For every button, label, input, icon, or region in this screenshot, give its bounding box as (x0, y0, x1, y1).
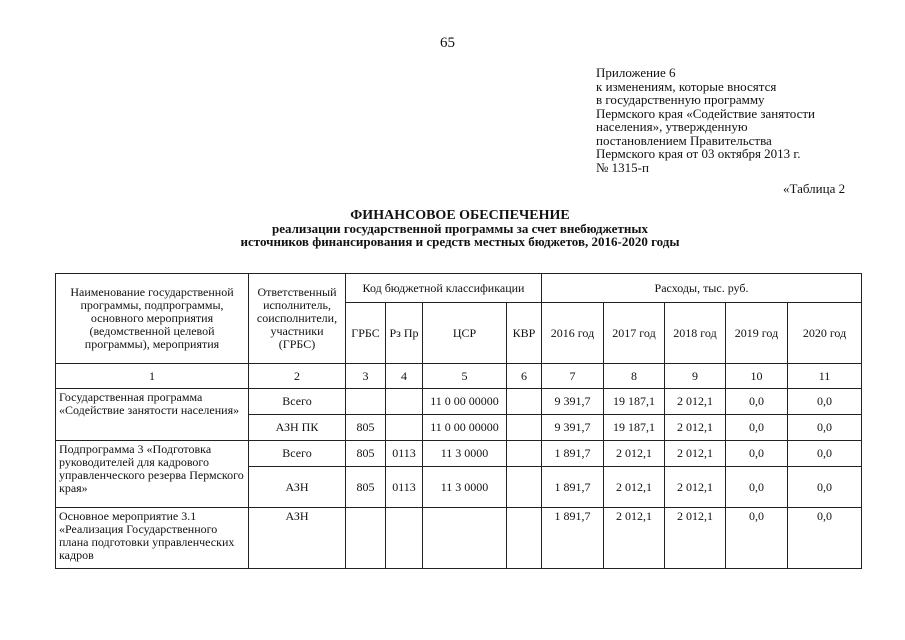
cell-2020: 0,0 (788, 415, 862, 441)
cell-2018: 2 012,1 (665, 508, 726, 569)
column-number: 4 (386, 364, 423, 389)
column-number: 11 (788, 364, 862, 389)
header-executor: Ответственный исполнитель, соисполнители, участники (ГРБС) (249, 274, 346, 364)
program-name: Государственная программа «Содействие занятости населения» (56, 389, 249, 441)
cell-rzpr: 0113 (386, 467, 423, 508)
page-number: 65 (440, 35, 455, 51)
cell-2017: 2 012,1 (604, 441, 665, 467)
cell-2019: 0,0 (726, 467, 788, 508)
title-line-1: ФИНАНСОВОЕ ОБЕСПЕЧЕНИЕ (350, 208, 570, 223)
cell-csr: 11 3 0000 (423, 441, 507, 467)
cell-executor: АЗН (249, 508, 346, 569)
header-kvr: КВР (507, 303, 542, 364)
appendix-note (596, 66, 876, 174)
cell-2018: 2 012,1 (665, 467, 726, 508)
table-reference: «Таблица 2 (783, 181, 846, 196)
cell-csr: 11 3 0000 (423, 467, 507, 508)
cell-2018: 2 012,1 (665, 441, 726, 467)
appendix-line: постановлением Правительства (596, 132, 772, 148)
header-csr: ЦСР (423, 303, 507, 364)
column-number: 3 (346, 364, 386, 389)
column-number: 7 (542, 364, 604, 389)
title-line-2: реализации государственной программы за счет внебюджетных (272, 221, 648, 236)
cell-executor: АЗН (249, 467, 346, 508)
cell-2016: 9 391,7 (542, 389, 604, 415)
header-expenses: Расходы, тыс. руб. (542, 274, 862, 303)
header-2018: 2018 год (665, 303, 726, 364)
cell-csr: 11 0 00 00000 (423, 389, 507, 415)
main-activity-name: Основное мероприятие 3.1 «Реализация Государственного плана подготовки управленческих кадров (56, 508, 249, 569)
cell-2020: 0,0 (788, 441, 862, 467)
column-number: 5 (423, 364, 507, 389)
table-row (56, 441, 862, 467)
column-number: 10 (726, 364, 788, 389)
appendix-line: к изменениям, которые вносятся (596, 78, 777, 94)
cell-2016: 9 391,7 (542, 415, 604, 441)
cell-2019: 0,0 (726, 389, 788, 415)
column-number: 8 (604, 364, 665, 389)
cell-2017: 19 187,1 (604, 415, 665, 441)
cell-rzpr: 0113 (386, 441, 423, 467)
column-number: 1 (56, 364, 249, 389)
appendix-line: № 1315-п (596, 159, 649, 175)
cell-2020: 0,0 (788, 508, 862, 569)
cell-kvr (507, 389, 542, 415)
cell-2017: 2 012,1 (604, 467, 665, 508)
cell-kvr (507, 508, 542, 569)
header-name: Наименование государственной программы, подпрограммы, основного мероприятия (ведомственной целевой программы), мероприятия (56, 274, 249, 364)
header-grbs: ГРБС (346, 303, 386, 364)
header-budget-code: Код бюджетной классификации (346, 274, 542, 303)
title-line-3: источников финансирования и средств местных бюджетов, 2016-2020 годы (240, 234, 680, 249)
appendix-line: Приложение 6 (596, 65, 676, 80)
document-title (100, 209, 820, 248)
cell-2020: 0,0 (788, 389, 862, 415)
cell-2016: 1 891,7 (542, 508, 604, 569)
cell-rzpr (386, 508, 423, 569)
cell-csr (423, 508, 507, 569)
appendix-line: Пермского края «Содействие занятости (596, 105, 815, 121)
cell-csr: 11 0 00 00000 (423, 415, 507, 441)
cell-grbs (346, 389, 386, 415)
cell-2019: 0,0 (726, 508, 788, 569)
cell-2019: 0,0 (726, 441, 788, 467)
cell-2016: 1 891,7 (542, 441, 604, 467)
appendix-line: в государственную программу (596, 92, 765, 107)
cell-2020: 0,0 (788, 467, 862, 508)
subprogram-name: Подпрограмма 3 «Подготовка руководителей для кадрового управленческого резерва Пермского края» (56, 441, 249, 508)
header-row (56, 274, 862, 303)
column-number: 2 (249, 364, 346, 389)
cell-kvr (507, 441, 542, 467)
cell-2019: 0,0 (726, 415, 788, 441)
cell-executor: Всего (249, 441, 346, 467)
cell-grbs: 805 (346, 467, 386, 508)
cell-grbs (346, 508, 386, 569)
cell-rzpr (386, 415, 423, 441)
cell-2017: 2 012,1 (604, 508, 665, 569)
cell-2016: 1 891,7 (542, 467, 604, 508)
table-row (56, 389, 862, 415)
financing-table (55, 273, 862, 569)
header-2019: 2019 год (726, 303, 788, 364)
appendix-line: Пермского края от 03 октября 2013 г. (596, 146, 801, 161)
table-row (56, 508, 862, 569)
cell-2017: 19 187,1 (604, 389, 665, 415)
header-2020: 2020 год (788, 303, 862, 364)
cell-executor: Всего (249, 389, 346, 415)
cell-2018: 2 012,1 (665, 389, 726, 415)
header-2017: 2017 год (604, 303, 665, 364)
column-number: 9 (665, 364, 726, 389)
cell-rzpr (386, 389, 423, 415)
column-number-row (56, 364, 862, 389)
appendix-line: населения», утвержденную (596, 119, 748, 134)
cell-kvr (507, 467, 542, 508)
cell-grbs: 805 (346, 415, 386, 441)
cell-2018: 2 012,1 (665, 415, 726, 441)
cell-executor: АЗН ПК (249, 415, 346, 441)
header-rzpr: Рз Пр (386, 303, 423, 364)
header-2016: 2016 год (542, 303, 604, 364)
cell-kvr (507, 415, 542, 441)
column-number: 6 (507, 364, 542, 389)
cell-grbs: 805 (346, 441, 386, 467)
